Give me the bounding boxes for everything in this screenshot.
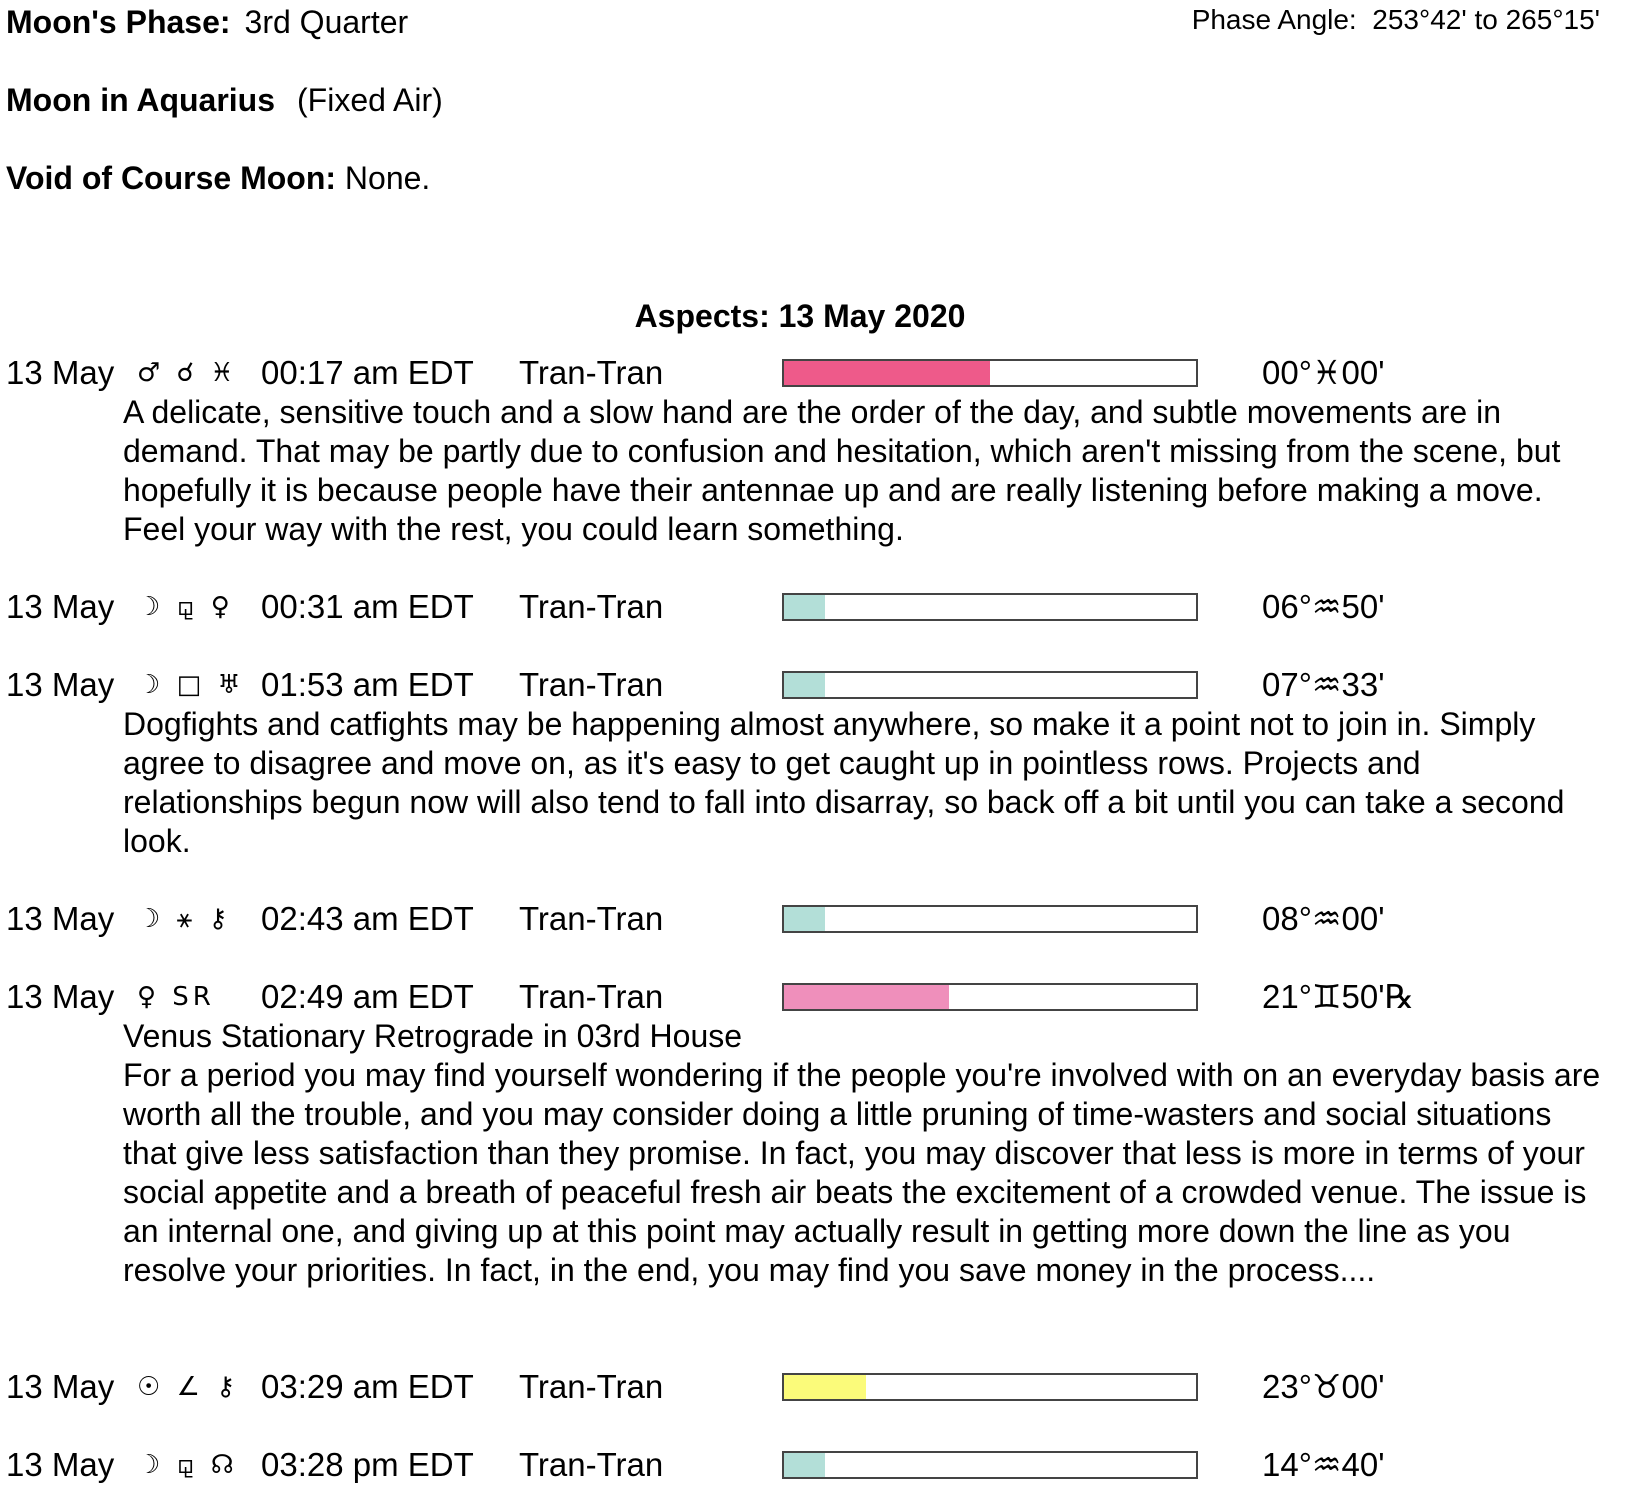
- aspect-strength-bar: [782, 1373, 1198, 1401]
- aspect-strength-bar: [782, 1451, 1198, 1479]
- aspect-glyphs: ☽ ⚼ ☊: [137, 1450, 238, 1480]
- aspect-row: [0, 1445, 1635, 1485]
- aspect-date: 13 May: [6, 588, 115, 625]
- aspect-time: 00:31 am EDT: [261, 588, 474, 625]
- moon-phase-label: Moon's Phase:: [6, 4, 231, 40]
- aspect-glyphs: ♀ SR: [137, 982, 215, 1012]
- aspect-strength-fill: [784, 907, 825, 931]
- aspect-type: Tran-Tran: [519, 900, 664, 937]
- aspect-strength-bar: [782, 983, 1198, 1011]
- aspect-row: [0, 587, 1635, 627]
- aspect-glyphs: ☽ ⚼ ♀: [137, 592, 234, 622]
- aspect-time: 00:17 am EDT: [261, 354, 474, 391]
- aspect-glyphs: ☽ □ ♅: [137, 670, 245, 700]
- aspect-glyphs: ♂ ☌ ♓: [137, 358, 238, 388]
- aspect-strength-bar: [782, 671, 1198, 699]
- aspect-row: [0, 899, 1635, 939]
- aspect-text: Dogfights and catfights may be happening almost anywhere, so make it a point not to join in. Simply agree to disagree and move on, as it's easy to get caught up in pointless rows. Projects and relationships begun now will also tend to fall into disarray, so back off a bit until you can take a second look.: [123, 706, 1565, 859]
- aspect-time: 01:53 am EDT: [261, 666, 474, 703]
- aspect-date: 13 May: [6, 978, 115, 1015]
- aspect-entry: [0, 899, 1635, 939]
- aspect-date: 13 May: [6, 1446, 115, 1483]
- aspect-row: [0, 353, 1635, 393]
- aspect-time: 02:43 am EDT: [261, 900, 474, 937]
- aspect-text: For a period you may find yourself wondering if the people you're involved with on an everyday basis are worth all the trouble, and you may consider doing a little pruning of time-wasters and social situations that give less satisfaction than they promise. In fact, you may discover that less is more in terms of your social appetite and a breath of peaceful fresh air beats the excitement of a crowded venue. The issue is an internal one, and giving up at this point may actually result in getting more down the line as you resolve your priorities. In fact, in the end, you may find you save money in the process....: [123, 1057, 1601, 1288]
- aspect-position: 06°♒50': [1262, 588, 1385, 625]
- aspect-row: [0, 1367, 1635, 1407]
- aspect-time: 02:49 am EDT: [261, 978, 474, 1015]
- aspect-entry: [0, 665, 1635, 861]
- phase-angle-label: Phase Angle:: [1191, 4, 1357, 35]
- void-of-course-value: None.: [344, 160, 431, 196]
- aspect-position: 23°♉00': [1262, 1368, 1385, 1405]
- aspect-type: Tran-Tran: [519, 666, 664, 703]
- aspect-entry: [0, 353, 1635, 549]
- aspect-type: Tran-Tran: [519, 978, 664, 1015]
- aspect-position: 21°♊50'℞: [1262, 978, 1415, 1015]
- aspect-strength-bar: [782, 593, 1198, 621]
- aspect-row: [0, 665, 1635, 705]
- phase-angle-line: [1192, 2, 1600, 38]
- aspect-time: 03:28 pm EDT: [261, 1446, 474, 1483]
- aspect-strength-fill: [784, 1375, 866, 1399]
- aspect-entry: [0, 1367, 1635, 1407]
- aspect-position: 08°♒00': [1262, 900, 1385, 937]
- aspect-entry: [0, 977, 1635, 1290]
- aspect-description: [123, 393, 1603, 549]
- aspect-type: Tran-Tran: [519, 354, 664, 391]
- moon-sign-line: [6, 80, 443, 120]
- aspect-strength-fill: [784, 595, 825, 619]
- aspects-title: Aspects: 13 May 2020: [634, 298, 966, 334]
- aspect-strength-bar: [782, 905, 1198, 933]
- aspect-type: Tran-Tran: [519, 588, 664, 625]
- aspect-text: A delicate, sensitive touch and a slow hand are the order of the day, and subtle movements are in demand. That may be partly due to confusion and hesitation, which aren't missing from the scene, but hopefully it is because people have their antennae up and are really listening before making a move. Feel your way with the rest, you could learn something.: [123, 394, 1561, 547]
- aspect-description: [123, 1017, 1603, 1290]
- aspect-title: Venus Stationary Retrograde in 03rd House: [123, 1018, 743, 1054]
- void-of-course-label: Void of Course Moon:: [6, 160, 337, 196]
- aspect-date: 13 May: [6, 354, 115, 391]
- aspect-glyphs: ☽ ⚹ ⚷: [137, 904, 232, 934]
- aspect-description: [123, 705, 1603, 861]
- aspect-strength-fill: [784, 985, 949, 1009]
- aspect-glyphs: ☉ ∠ ⚷: [137, 1372, 240, 1402]
- aspect-date: 13 May: [6, 900, 115, 937]
- moon-phase-line: [6, 2, 408, 42]
- aspect-strength-fill: [784, 1453, 825, 1477]
- moon-sign-label: Moon in Aquarius: [6, 82, 276, 118]
- aspect-row: [0, 977, 1635, 1017]
- aspect-type: Tran-Tran: [519, 1446, 664, 1483]
- aspect-strength-bar: [782, 359, 1198, 387]
- aspect-strength-fill: [784, 361, 990, 385]
- aspect-entry: [0, 587, 1635, 627]
- aspect-entry: [0, 1445, 1635, 1485]
- aspect-type: Tran-Tran: [519, 1368, 664, 1405]
- aspect-strength-fill: [784, 673, 825, 697]
- phase-angle-value: 253°42' to 265°15': [1372, 4, 1600, 35]
- aspect-time: 03:29 am EDT: [261, 1368, 474, 1405]
- aspect-position: 00°♓00': [1262, 354, 1385, 391]
- moon-phase-value: 3rd Quarter: [244, 4, 409, 40]
- aspect-date: 13 May: [6, 1368, 115, 1405]
- void-of-course-line: [6, 158, 430, 198]
- aspect-position: 14°♒40': [1262, 1446, 1385, 1483]
- moon-sign-quality: (Fixed Air): [297, 82, 443, 118]
- aspect-position: 07°♒33': [1262, 666, 1385, 703]
- aspect-date: 13 May: [6, 666, 115, 703]
